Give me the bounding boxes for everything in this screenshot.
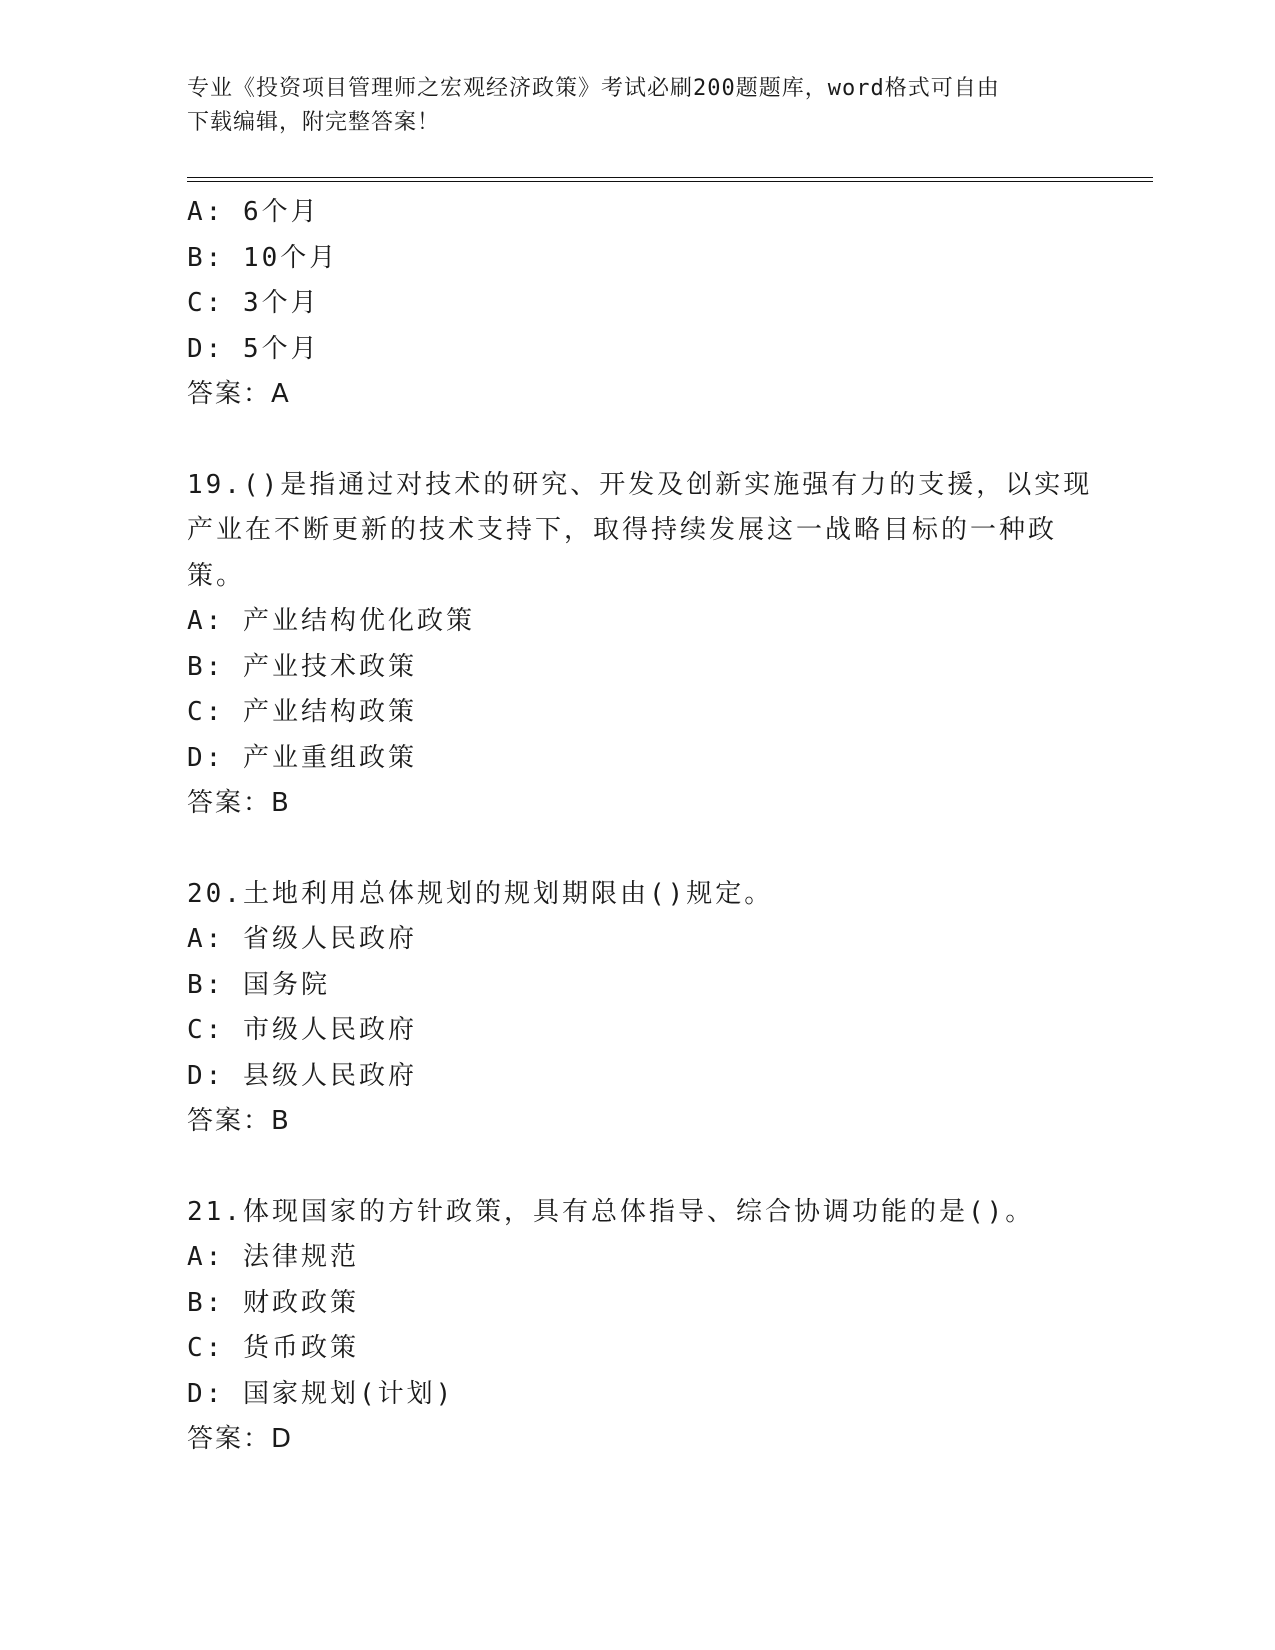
option-c: C: 3个月 [187,288,320,318]
question-text-line-1: 20.土地利用总体规划的规划期限由()规定。 [187,878,774,909]
option-b: B: 国务院 [187,969,330,1000]
option-d: D: 产业重组政策 [187,742,417,773]
question-21 [187,1190,1107,1463]
option-d: D: 国家规划(计划) [187,1378,455,1409]
spacer [187,418,1107,463]
answer: 答案：D [187,1424,294,1454]
header-line-2: 下载编辑，附完整答案！ [187,110,441,135]
option-a: A: 6个月 [187,197,320,227]
spacer [187,1145,1107,1190]
question-19 [187,463,1107,827]
spacer [187,827,1107,872]
document-header [187,72,1087,140]
question-text-line-2: 产业在不断更新的技术支持下，取得持续发展这一战略目标的一种政 [187,515,1058,545]
header-divider [187,177,1153,182]
option-c: C: 货币政策 [187,1333,359,1363]
option-a: A: 法律规范 [187,1242,359,1272]
question-18 [187,190,1107,418]
answer: 答案：B [187,1106,291,1136]
option-b: B: 财政政策 [187,1287,359,1318]
option-c: C: 市级人民政府 [187,1015,417,1045]
answer: 答案：B [187,788,291,818]
question-text-line-1: 21.体现国家的方针政策，具有总体指导、综合协调功能的是()。 [187,1196,1035,1227]
question-list [187,190,1107,1463]
option-b: B: 产业技术政策 [187,651,417,682]
option-d: D: 县级人民政府 [187,1060,417,1091]
header-line-1: 专业《投资项目管理师之宏观经济政策》考试必刷200题题库，word格式可自由 [187,76,1000,101]
option-a: A: 省级人民政府 [187,924,417,954]
option-d: D: 5个月 [187,333,320,364]
question-text-line-3: 策。 [187,560,246,591]
answer: 答案：A [187,379,291,409]
option-b: B: 10个月 [187,242,339,273]
option-a: A: 产业结构优化政策 [187,606,475,636]
question-20 [187,872,1107,1145]
question-text-line-1: 19.()是指通过对技术的研究、开发及创新实施强有力的支援，以实现 [187,469,1093,500]
option-c: C: 产业结构政策 [187,697,417,727]
